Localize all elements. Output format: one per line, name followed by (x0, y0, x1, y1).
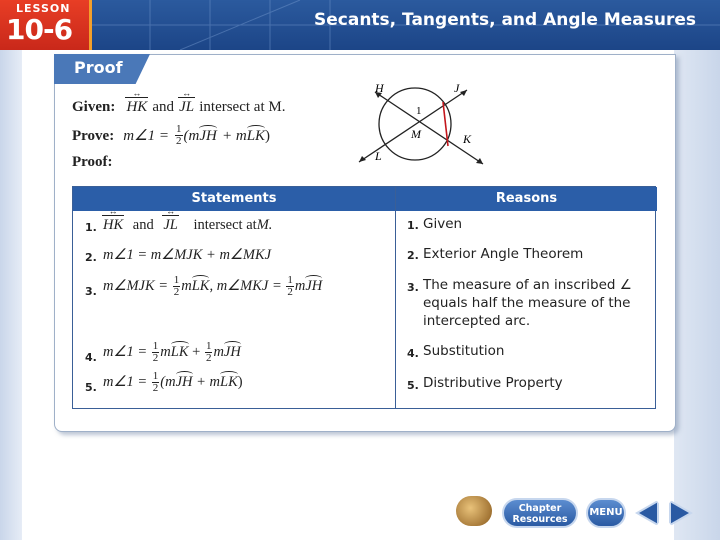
stmt-part: m∠1 = (103, 343, 148, 360)
fraction-numerator: 1 (287, 274, 293, 286)
reason-number: 2. (407, 249, 419, 262)
chapter-resources-label: Chapter Resources (512, 503, 568, 525)
reason-1: Given (423, 216, 463, 232)
reason-number: 3. (407, 281, 419, 294)
stmt-part: , m∠MKJ = (209, 277, 282, 294)
given-label: Given: (72, 99, 116, 115)
fraction-numerator: 1 (173, 274, 180, 286)
fraction-half (152, 371, 160, 394)
line-hk: HK ↔ (103, 217, 123, 234)
statement-number: 1. (85, 221, 97, 234)
arc-lk: LK (220, 373, 238, 390)
line-jl: JL ↔ (163, 217, 178, 234)
statement-2: m∠1 = m∠MJK + m∠MKJ (103, 247, 272, 263)
point-m: M. (256, 217, 273, 233)
stmt-part: ) (237, 373, 243, 390)
stmt-part: m∠1 = (103, 373, 148, 390)
prove-plus: + m (221, 128, 247, 144)
fraction-denominator: 2 (205, 352, 212, 364)
reason-3: The measure of an inscribed ∠ equals half the measure of the intercepted arc. (423, 277, 632, 329)
fraction-denominator: 2 (152, 352, 159, 364)
stmt-part: m∠MJK = (103, 277, 169, 294)
given-tail: intersect at M. (199, 99, 286, 115)
reason-2: Exterior Angle Theorem (423, 246, 584, 262)
fraction-half (152, 341, 160, 364)
given-and: and (152, 99, 175, 115)
footer-navigation (456, 492, 696, 536)
proof-label: Proof: (72, 154, 113, 170)
stmt-part: + (192, 343, 201, 360)
fraction-half (205, 341, 213, 364)
label-h: H (375, 81, 384, 95)
fraction-numerator: 1 (152, 340, 159, 352)
arc-lk: LK (170, 343, 189, 360)
stmt-part: m (160, 343, 171, 360)
lesson-badge (0, 0, 92, 50)
column-divider (395, 187, 396, 409)
statements-header: Statements (73, 187, 395, 211)
left-decorative-strip (0, 50, 22, 540)
statement-1 (103, 217, 272, 234)
label-j: J (454, 81, 460, 95)
stmt-part: + m (196, 373, 221, 390)
tail-text: intersect at (193, 217, 257, 233)
fraction-half (173, 275, 181, 298)
stmt-part: m (181, 277, 192, 294)
statement-number: 2. (85, 251, 97, 264)
proof-tab-label: Proof (74, 58, 123, 77)
prove-statement (72, 124, 270, 147)
prove-close: ) (265, 128, 271, 144)
reasons-header: Reasons (396, 187, 657, 211)
fraction-denominator: 2 (287, 286, 293, 298)
fraction-numerator: 1 (152, 370, 159, 382)
prove-open: (m (183, 128, 200, 144)
statement-3 (103, 275, 322, 298)
stmt-part: (m (160, 373, 176, 390)
line-jl: JL ↔ (179, 99, 194, 116)
prove-label: Prove: (72, 128, 115, 144)
arrowhead-k (476, 158, 483, 164)
reason-number: 5. (407, 379, 419, 392)
fraction-denominator: 2 (176, 135, 182, 147)
arrowhead-j (460, 90, 467, 96)
reason-number: 1. (407, 219, 419, 232)
fraction-denominator: 2 (152, 382, 159, 394)
fraction-half (175, 124, 183, 147)
statement-5 (103, 371, 243, 394)
statement-number: 3. (85, 285, 97, 298)
label-l: L (375, 149, 382, 163)
line-hk: HK ↔ (126, 99, 147, 116)
lesson-word: LESSON (16, 2, 71, 15)
secant-hk (375, 92, 483, 164)
next-arrow-icon[interactable] (666, 498, 694, 528)
statement-4 (103, 341, 241, 364)
stmt-part: m (213, 343, 224, 360)
lesson-number: 10-6 (6, 13, 73, 46)
reason-number: 4. (407, 347, 419, 360)
lesson-title: Secants, Tangents, and Angle Measures (314, 10, 696, 30)
fraction-half (286, 275, 294, 298)
fraction-denominator: 2 (173, 286, 180, 298)
and-text: and (132, 217, 154, 233)
arc-jh: JH (199, 128, 217, 144)
prove-lhs: m∠1 = (123, 128, 169, 144)
circle-secant-diagram (345, 78, 490, 170)
arc-lk: LK (191, 277, 210, 294)
arc-lk: LK (246, 128, 266, 144)
chapter-resources-icon[interactable] (456, 496, 492, 526)
lesson-header (0, 0, 720, 50)
right-decorative-strip (674, 50, 720, 540)
proof-table (72, 186, 656, 409)
stmt-part: m (294, 277, 306, 294)
reason-4: Substitution (423, 343, 505, 359)
menu-label: MENU (589, 507, 623, 518)
statement-number: 4. (85, 351, 97, 364)
fraction-numerator: 1 (176, 123, 182, 135)
chapter-resources-button[interactable] (502, 498, 578, 528)
label-k: K (463, 132, 472, 146)
arrowhead-l (359, 156, 366, 162)
statement-number: 5. (85, 381, 97, 394)
fraction-numerator: 1 (205, 340, 212, 352)
reason-5: Distributive Property (423, 375, 563, 391)
label-angle-1: 1 (416, 105, 422, 117)
given-statement (72, 96, 285, 116)
label-m: M (411, 127, 421, 141)
arc-jh: JH (175, 373, 193, 390)
menu-button[interactable] (586, 498, 626, 528)
arc-jh: JH (305, 277, 323, 294)
previous-arrow-icon[interactable] (634, 498, 662, 528)
arc-jh: JH (223, 343, 241, 360)
